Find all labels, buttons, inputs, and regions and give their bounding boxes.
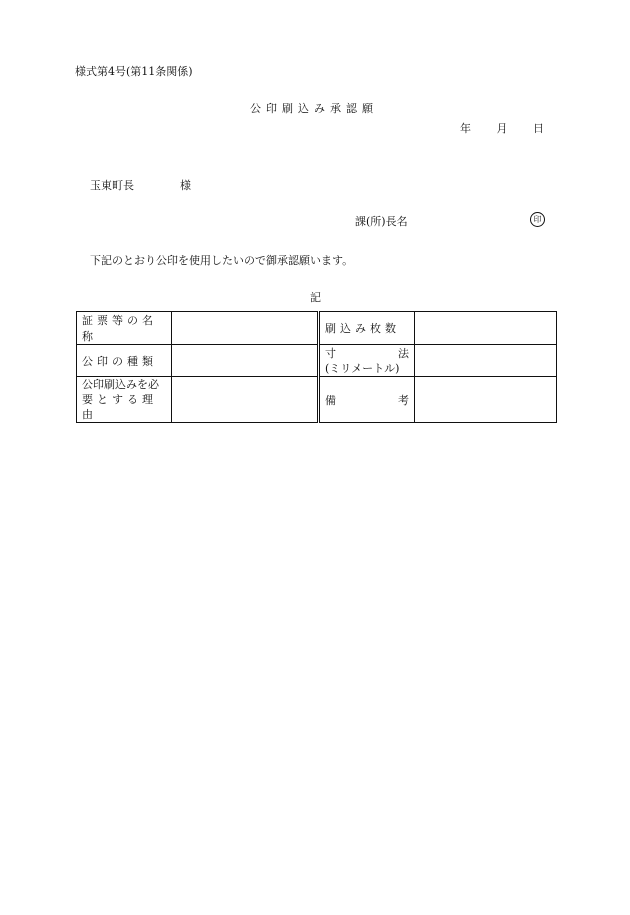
label-dimensions [319, 345, 415, 377]
table-row [77, 345, 557, 377]
date-line [460, 120, 544, 136]
label-dimensions-b: 法 [398, 346, 409, 360]
applicant-label: 課(所)長名 [355, 215, 408, 228]
label-remarks-a: 備 [325, 393, 336, 407]
value-reason[interactable] [172, 377, 319, 423]
label-reason [77, 377, 172, 423]
table-row [77, 377, 557, 423]
detail-table [76, 311, 557, 423]
label-print-count: 刷込み枚数 [319, 312, 415, 345]
seal-icon: 印 [530, 212, 545, 227]
label-certificate-name: 証票等の名称 [77, 312, 172, 345]
label-seal-type: 公印の種類 [77, 345, 172, 377]
table-row [77, 312, 557, 345]
addressee [90, 177, 191, 193]
label-reason-line2: 要とする理由 [82, 393, 157, 421]
addressee-name: 玉東町長 [90, 179, 134, 192]
value-remarks[interactable] [415, 377, 557, 423]
body-text: 下記のとおり公印を使用したいので御承認願います。 [90, 254, 354, 267]
date-day: 日 [533, 122, 544, 135]
label-dimensions-a: 寸 [325, 346, 336, 360]
ki-label: 記 [310, 291, 321, 304]
date-month: 月 [496, 122, 508, 135]
label-dimensions-unit: (ミリメートル) [325, 361, 400, 375]
document-title: 公印刷込み承認願 [250, 102, 378, 115]
date-year: 年 [460, 122, 471, 135]
value-certificate-name[interactable] [172, 312, 319, 345]
addressee-honorific: 様 [180, 179, 191, 192]
label-reason-line1: 公印刷込みを必 [82, 378, 159, 391]
form-number: 様式第4号(第11条関係) [75, 65, 193, 78]
value-print-count[interactable] [415, 312, 557, 345]
value-seal-type[interactable] [172, 345, 319, 377]
label-remarks [319, 377, 415, 423]
value-dimensions[interactable] [415, 345, 557, 377]
label-remarks-b: 考 [398, 393, 409, 407]
